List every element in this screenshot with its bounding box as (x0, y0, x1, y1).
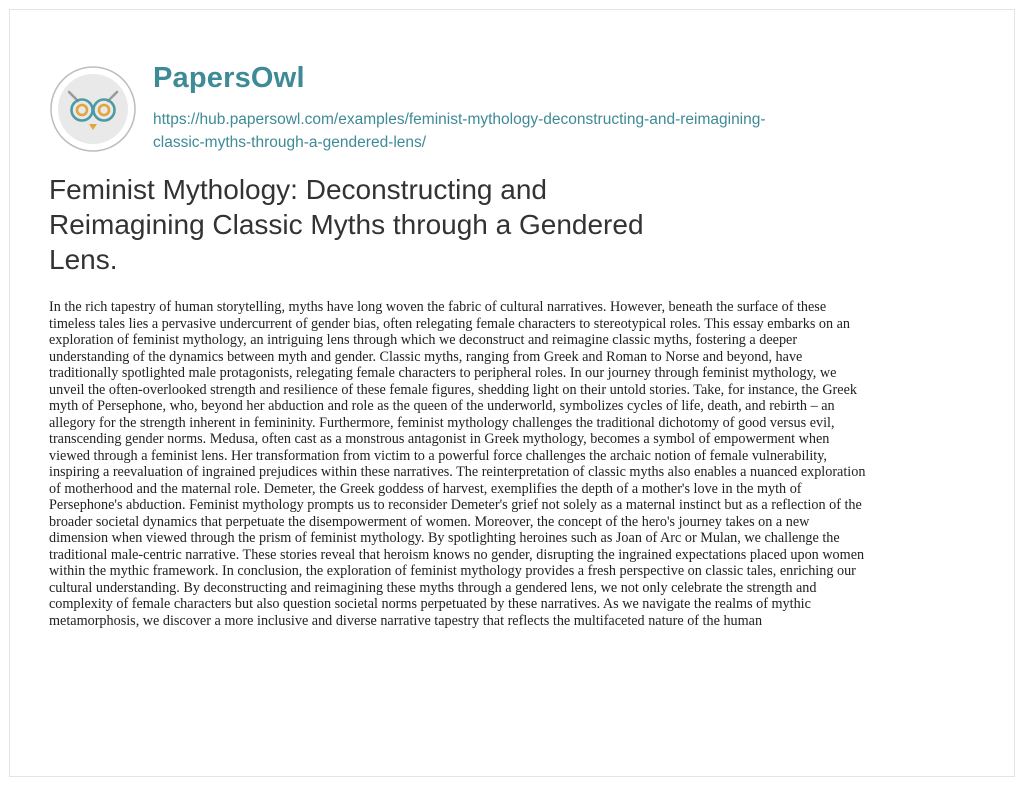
essay-title-line: Reimagining Classic Myths through a Gendered (49, 209, 644, 240)
brand-name: PapersOwl (153, 62, 305, 94)
body-line: unveil the often-overlooked strength and resilience of these female figures, shedding light on their untold stories. Take, for instance, the Greek (49, 381, 857, 398)
essay-title-line: Lens. (49, 244, 118, 275)
owl-logo-icon (50, 66, 136, 152)
body-line: Persephone's abduction. Feminist mythology prompts us to reconsider Demeter's grief not solely as a maternal instinct but as a reflection of the (49, 497, 862, 513)
body-line: within the mythic framework. In conclusion, the exploration of feminist mythology provides a fresh perspective on classic tales, enriching our (49, 563, 856, 579)
body-line: allegory for the strength inherent in femininity. Furthermore, feminist mythology challenges the traditional dichotomy of good versus evil, (49, 414, 835, 431)
body-line: traditional male-centric narrative. These stories reveal that heroism knows no gender, disrupting the ingrained expectations placed upon women (49, 546, 865, 563)
essay-title-line: Feminist Mythology: Deconstructing and (49, 174, 547, 205)
body-line: complexity of female characters but also question societal norms perpetuated by these narratives. As we navigate the realms of mythic (49, 596, 811, 612)
body-line: timeless tales lies a pervasive undercurrent of gender bias, often relegating female characters to stereotypical roles. This essay embarks on an (49, 315, 851, 332)
body-line: inspiring a reevaluation of ingrained prejudices within these narratives. The reinterpretation of classic myths also enables a nuanced exploration (49, 464, 866, 480)
essay-body (49, 299, 989, 629)
source-url-link[interactable] (153, 108, 953, 154)
body-line: transcending gender norms. Medusa, often cast as a monstrous antagonist in Greek mythology, becomes a symbol of empowerment when (49, 431, 830, 447)
source-url-line[interactable]: classic-myths-through-a-gendered-lens/ (153, 134, 427, 151)
body-line: dimension when viewed through the prism of feminist mythology. By spotlighting heroines such as Joan of Arc or Mulan, we challenge the (49, 530, 840, 546)
body-line: exploration of feminist mythology, an intriguing lens through which we deconstruct and reimagine classic myths, fostering a deeper (49, 332, 798, 348)
body-line: viewed through a feminist lens. Her transformation from victim to a powerful force challenges the archaic notion of female vulnerability, (49, 447, 827, 464)
body-line: understanding of the dynamics between myth and gender. Classic myths, ranging from Greek and Roman to Norse and beyond, have (49, 348, 803, 365)
essay-title (49, 172, 709, 277)
body-line: metamorphosis, we discover a more inclusive and diverse narrative tapestry that reflects the multifaceted nature of the human (49, 612, 763, 629)
body-line: In the rich tapestry of human storytelling, myths have long woven the fabric of cultural narratives. However, beneath the surface of these (49, 299, 827, 315)
body-line: traditionally spotlighted male protagonists, relegating female characters to peripheral roles. In our journey through feminist mythology, we (49, 365, 837, 381)
body-line: of motherhood and the maternal role. Demeter, the Greek goddess of harvest, exemplifies the depth of a mother's love in the myth of (49, 480, 802, 497)
body-line: myth of Persephone, who, beyond her abduction and role as the queen of the underworld, symbolizes cycles of life, death, and rebirth – an (49, 398, 835, 414)
body-line: cultural understanding. By deconstructing and reimagining these myths through a gendered lens, we not only celebrate the strength and (49, 579, 817, 596)
body-line: broader societal dynamics that perpetuate the disempowerment of women. Moreover, the concept of the hero's journey takes on a new (49, 513, 810, 530)
source-url-line[interactable]: https://hub.papersowl.com/examples/feminist-mythology-deconstructing-and-reimagining- (153, 111, 766, 128)
